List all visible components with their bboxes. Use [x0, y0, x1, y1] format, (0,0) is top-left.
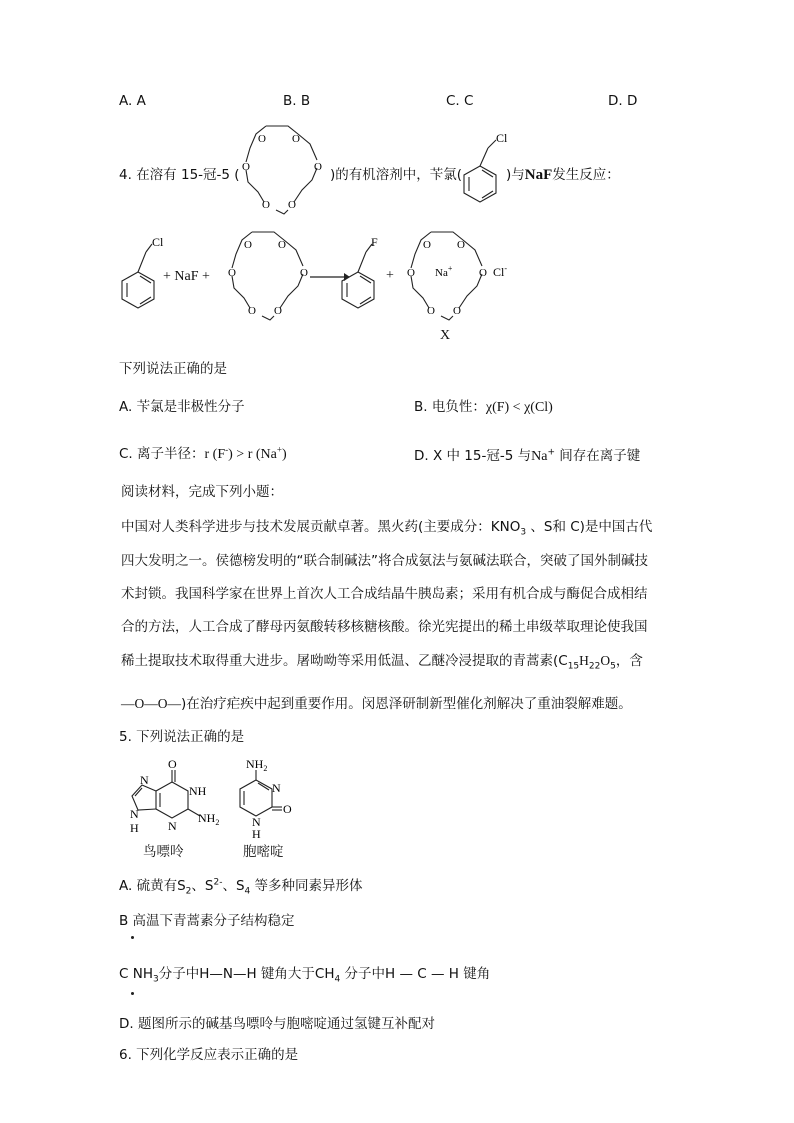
chloride-ion-label: Cl- — [493, 264, 508, 279]
product-x-label: X — [440, 328, 451, 343]
cytosine-label: 胞嘧啶 — [243, 844, 284, 860]
svg-text:O: O — [283, 802, 292, 816]
svg-text:O: O — [168, 757, 177, 771]
q4-stem-part1: 在溶有 15-冠-5 ( — [136, 167, 240, 183]
q4-stem-part4: 发生反应： — [552, 167, 620, 183]
benzyl-chloride-small-structure — [458, 128, 518, 208]
reaction-plus-naf: + NaF + — [163, 269, 210, 284]
reading-line-4: 合的方法，人工合成了酵母丙氨酸转移核糖核酸。徐光宪提出的稀土串级萃取理论使我国 — [121, 619, 648, 635]
q4-option-d: D. X 中 15-冠-5 与Na+ 间存在离子键 — [414, 447, 641, 464]
cytosine-structure — [232, 752, 302, 841]
atom-o: O — [292, 133, 300, 145]
atom-o: O — [228, 267, 236, 279]
atom-o: O — [288, 199, 296, 211]
peroxide-group: —O—O— — [121, 696, 181, 711]
sodium-ion-label: Na+ — [435, 264, 453, 279]
atom-o: O — [479, 267, 487, 279]
q4-stem-part3: )与 — [506, 167, 525, 183]
reading-line-5: 稀土提取技术取得重大进步。屠呦呦等采用低温、乙醚冷浸提取的青蒿素($C_{15}H_{22}O_5$，含 — [121, 653, 643, 672]
svg-text:N: N — [130, 807, 139, 821]
q4-question: 下列说法正确的是 — [119, 361, 227, 377]
guanine-label: 鸟嘌呤 — [143, 844, 184, 860]
svg-text:N: N — [140, 773, 149, 787]
reading-intro: 阅读材料，完成下列小题： — [121, 484, 283, 500]
q5-option-c: C $NH_3$分子中H—N—H 键角大于$CH_4$ 分子中H — C — H 键角 — [119, 966, 491, 985]
svg-text:N: N — [272, 781, 281, 795]
atom-o: O — [242, 161, 250, 173]
atom-o: O — [453, 305, 461, 317]
q3-option-d: D. D — [608, 93, 638, 109]
q5-stem: 5. 下列说法正确的是 — [119, 729, 245, 745]
crown-ether-small-structure — [232, 122, 332, 222]
atom-o: O — [248, 305, 256, 317]
dot-marker — [131, 992, 134, 995]
svg-text:H: H — [130, 821, 139, 835]
svg-text:N: N — [168, 819, 177, 833]
atom-cl: Cl — [496, 131, 508, 145]
atom-o: O — [407, 267, 415, 279]
atom-o: O — [427, 305, 435, 317]
q4-option-b: B. 电负性：χ(F) < χ(Cl) — [414, 399, 553, 415]
atom-o: O — [278, 239, 286, 251]
svg-text:H: H — [252, 827, 261, 841]
svg-text:NH: NH — [189, 784, 207, 798]
q6-stem: 6. 下列化学反应表示正确的是 — [119, 1047, 299, 1063]
q4-stem-start — [119, 163, 240, 183]
q4-option-c: C. 离子半径：r (F-) > r (Na+) — [119, 444, 287, 462]
reading-line-6: —O—O—)在治疗疟疾中起到重要作用。闵恩泽研制新型催化剂解决了重油裂解难题。 — [121, 696, 632, 712]
q3-option-a: A. A — [119, 93, 146, 109]
q4-option-a: A. 苄氯是非极性分子 — [119, 399, 245, 415]
reading-line-2: 四大发明之一。侯德榜发明的“联合制碱法”将合成氨法与氨碱法联合，突破了国外制碱技 — [121, 553, 648, 569]
guanine-structure — [116, 758, 226, 838]
q3-option-c: C. C — [446, 93, 474, 109]
reaction-plus: + — [386, 268, 394, 283]
crown-ether-complex-structure — [397, 228, 527, 338]
q5-option-a: A. 硫黄有$S_2$、$S^{2-}$、$S_4$ 等多种同素异形体 — [119, 877, 363, 897]
q5-option-b: B 高温下青蒿素分子结构稳定 — [119, 913, 295, 929]
q4-stem-end — [506, 163, 620, 184]
atom-o: O — [262, 199, 270, 211]
atom-o: O — [457, 239, 465, 251]
q5-option-d: D. 题图所示的碱基鸟嘌呤与胞嘧啶通过氢键互补配对 — [119, 1016, 435, 1032]
atom-f: F — [371, 235, 378, 249]
svg-text:NH2: $NH_2$ — [246, 757, 268, 773]
atom-o: O — [423, 239, 431, 251]
q4-stem-part2: )的有机溶剂中，苄氯( — [330, 167, 463, 183]
q4-stem-naf: NaF — [524, 167, 553, 183]
svg-text:N: N — [252, 815, 261, 829]
q3-option-b: B. B — [283, 93, 311, 109]
reading-line-1: 中国对人类科学进步与技术发展贡献卓著。黑火药(主要成分：$KNO_3$ 、S和 C)是中国古代 — [121, 519, 653, 538]
atom-o: O — [244, 239, 252, 251]
svg-text:NH2: $NH_2$ — [198, 811, 220, 827]
dot-marker — [131, 936, 134, 939]
q4-number: 4. — [119, 167, 132, 183]
crown-ether-structure — [218, 228, 318, 328]
atom-cl: Cl — [152, 235, 164, 249]
atom-o: O — [274, 305, 282, 317]
atom-o: O — [258, 133, 266, 145]
atom-o: O — [300, 267, 308, 279]
atom-o: O — [314, 161, 322, 173]
reading-line-3: 术封锁。我国科学家在世界上首次人工合成结晶牛胰岛素；采用有机合成与酶促合成相结 — [121, 586, 648, 602]
